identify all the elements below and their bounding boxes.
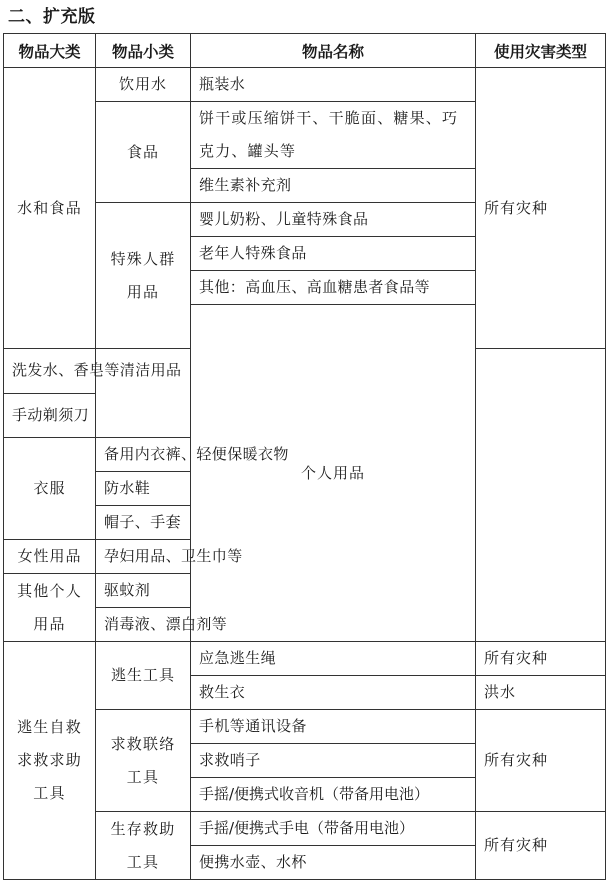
item-cell: 手摇/便携式收音机（带备用电池） [191,778,476,812]
header-disaster-type: 使用灾害类型 [476,34,606,68]
item-cell: 手机等通讯设备 [191,710,476,744]
table-row [4,68,606,102]
item-cell: 维生素补充剂 [191,169,476,203]
item-cell: 饼干或压缩饼干、干脆面、糖果、巧克力、罐头等 [191,102,476,169]
item-cell: 救生衣 [191,676,476,710]
item-cell: 帽子、手套 [96,506,191,540]
header-item-name: 物品名称 [191,34,476,68]
subcategory-cell: 女性用品 [4,540,96,574]
subcategory-cell: 逃生工具 [96,642,191,710]
category-cell: 水和食品 [4,68,96,349]
item-cell: 瓶装水 [191,68,476,102]
subcategory-cell: 食品 [96,102,191,203]
category-cell: 个人用品 [191,305,476,642]
header-category: 物品大类 [4,34,96,68]
disaster-cell: 所有灾种 [476,68,606,349]
category-cell: 逃生自救求救求助工具 [4,642,96,880]
item-cell: 孕妇用品、卫生巾等 [96,540,191,574]
subcategory-cell: 衣服 [4,438,96,540]
item-cell: 手摇/便携式手电（带备用电池） [191,812,476,846]
disaster-cell: 洪水 [476,676,606,710]
item-cell: 驱蚊剂 [96,574,191,608]
supplies-table [3,33,606,880]
header-subcategory: 物品小类 [96,34,191,68]
item-cell: 婴儿奶粉、儿童特殊食品 [191,203,476,237]
disaster-cell: 所有灾种 [476,812,606,880]
item-cell: 洗发水、香皂等清洁用品 [4,349,96,393]
disaster-cell: 所有灾种 [476,710,606,812]
item-cell: 其他：高血压、高血糖患者食品等 [191,271,476,305]
subcategory-cell: 生存救助工具 [96,812,191,880]
subcategory-cell: 求救联络工具 [96,710,191,812]
item-cell: 备用内衣裤、轻便保暖衣物 [96,438,191,472]
subcategory-cell: 饮用水 [96,68,191,102]
item-cell: 便携水壶、水杯 [191,846,476,880]
subcategory-cell: 其他个人用品 [4,574,96,642]
table-row [4,642,606,676]
item-cell: 求救哨子 [191,744,476,778]
disaster-cell: 所有灾种 [476,642,606,676]
item-cell: 老年人特殊食品 [191,237,476,271]
section-heading: 二、扩充版 [8,7,96,27]
item-cell: 消毒液、漂白剂等 [96,608,191,642]
item-cell: 防水鞋 [96,472,191,506]
subcategory-cell: 特殊人群用品 [96,203,191,349]
item-cell: 应急逃生绳 [191,642,476,676]
item-cell: 手动剃须刀 [4,393,96,437]
table-header-row [4,34,606,68]
